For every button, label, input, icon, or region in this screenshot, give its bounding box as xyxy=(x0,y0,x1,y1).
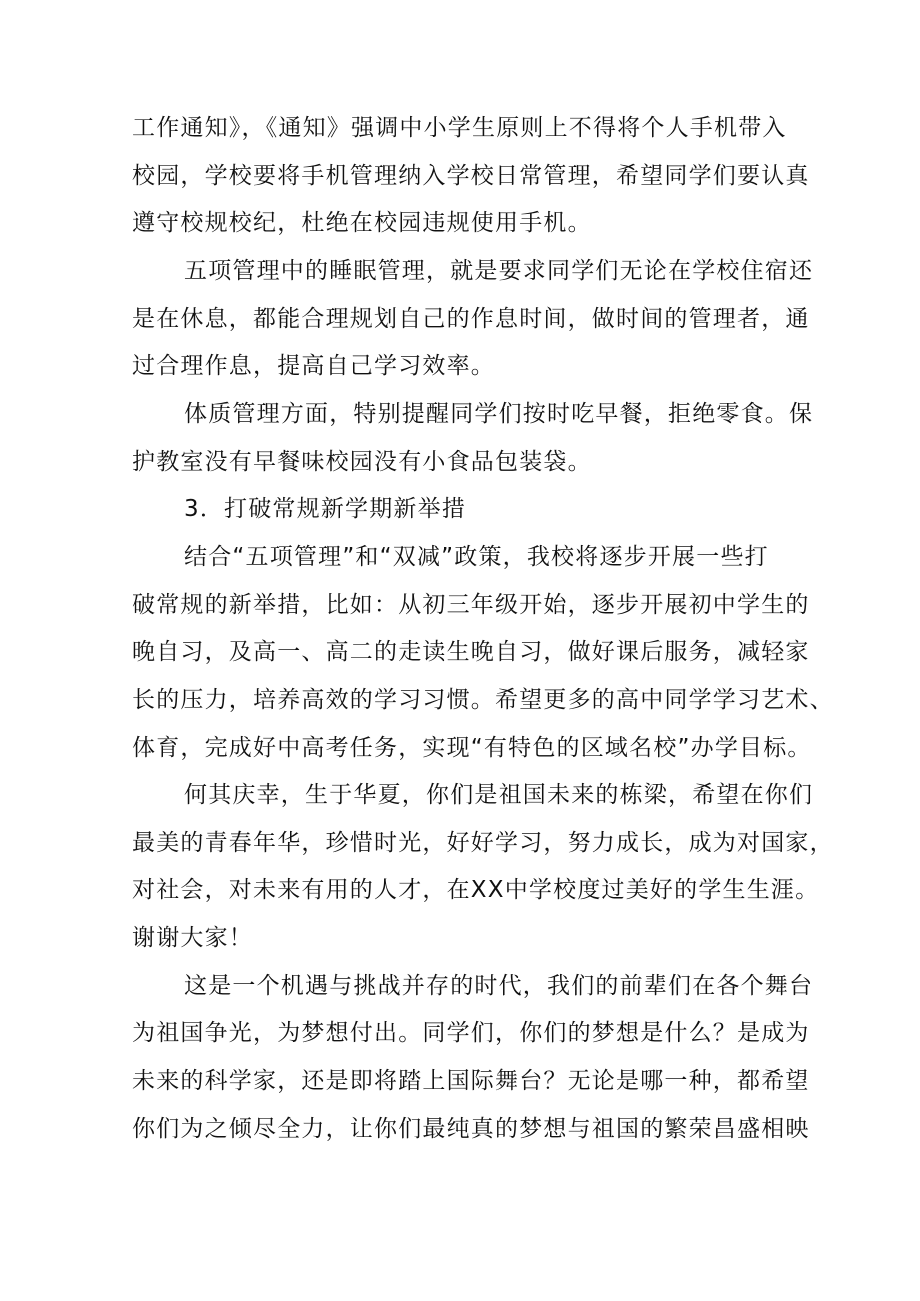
text-line-p6-l3: 对社会，对未来有用的人才，在XX中学校度过美好的学生生涯。 xyxy=(132,877,820,903)
text-line-p2-l2: 是在休息，都能合理规划自己的作息时间，做时间的管理者，通 xyxy=(132,306,810,332)
text-line-p5-l2: 破常规的新举措，比如：从初三年级开始，逐步开展初中学生的 xyxy=(132,592,810,618)
text-line-p7-l2: 为祖国争光，为梦想付出。同学们，你们的梦想是什么？是成为 xyxy=(132,1020,810,1046)
text-line-p2-l1: 五项管理中的睡眠管理，就是要求同学们无论在学校住宿还 xyxy=(184,258,814,284)
text-line-p2-l3: 过合理作息，提高自己学习效率。 xyxy=(132,353,495,379)
text-line-p6-l1: 何其庆幸，生于华夏，你们是祖国未来的栋梁，希望在你们 xyxy=(184,782,814,808)
text-line-p6-l2: 最美的青春年华，珍惜时光，好好学习，努力成长，成为对国家， xyxy=(132,830,834,856)
text-line-p3-l2: 护教室没有早餐味校园没有小食品包装袋。 xyxy=(132,449,592,475)
text-line-p1-l3: 遵守校规校纪，杜绝在校园违规使用手机。 xyxy=(132,210,592,236)
text-line-p5-l1: 结合“五项管理”和“双减”政策，我校将逐步开展一些打 xyxy=(184,544,769,570)
text-line-p5-l5: 体育，完成好中高考任务，实现“有特色的区域名校”办学目标。 xyxy=(132,735,812,761)
text-line-p7-l4: 你们为之倾尽全力，让你们最纯真的梦想与祖国的繁荣昌盛相映 xyxy=(132,1116,810,1142)
text-line-p5-l3: 晚自习，及高一、高二的走读生晚自习，做好课后服务，减轻家 xyxy=(132,639,810,665)
text-line-p1-l1: 工作通知》，《通知》强调中小学生原则上不得将个人手机带入 xyxy=(132,115,787,141)
text-line-p6-l4: 谢谢大家！ xyxy=(132,925,253,951)
text-line-p5-l4: 长的压力，培养高效的学习习惯。希望更多的高中同学学习艺术、 xyxy=(132,687,834,713)
text-line-p7-l1: 这是一个机遇与挑战并存的时代，我们的前辈们在各个舞台 xyxy=(184,973,814,999)
text-line-p1-l2: 校园，学校要将手机管理纳入学校日常管理，希望同学们要认真 xyxy=(132,163,810,189)
text-line-p7-l3: 未来的科学家，还是即将踏上国际舞台？无论是哪一种，都希望 xyxy=(132,1068,810,1094)
text-line-p3-l1: 体质管理方面，特别提醒同学们按时吃早餐，拒绝零食。保 xyxy=(184,401,814,427)
section-heading: 3．打破常规新学期新举措 xyxy=(184,496,467,522)
